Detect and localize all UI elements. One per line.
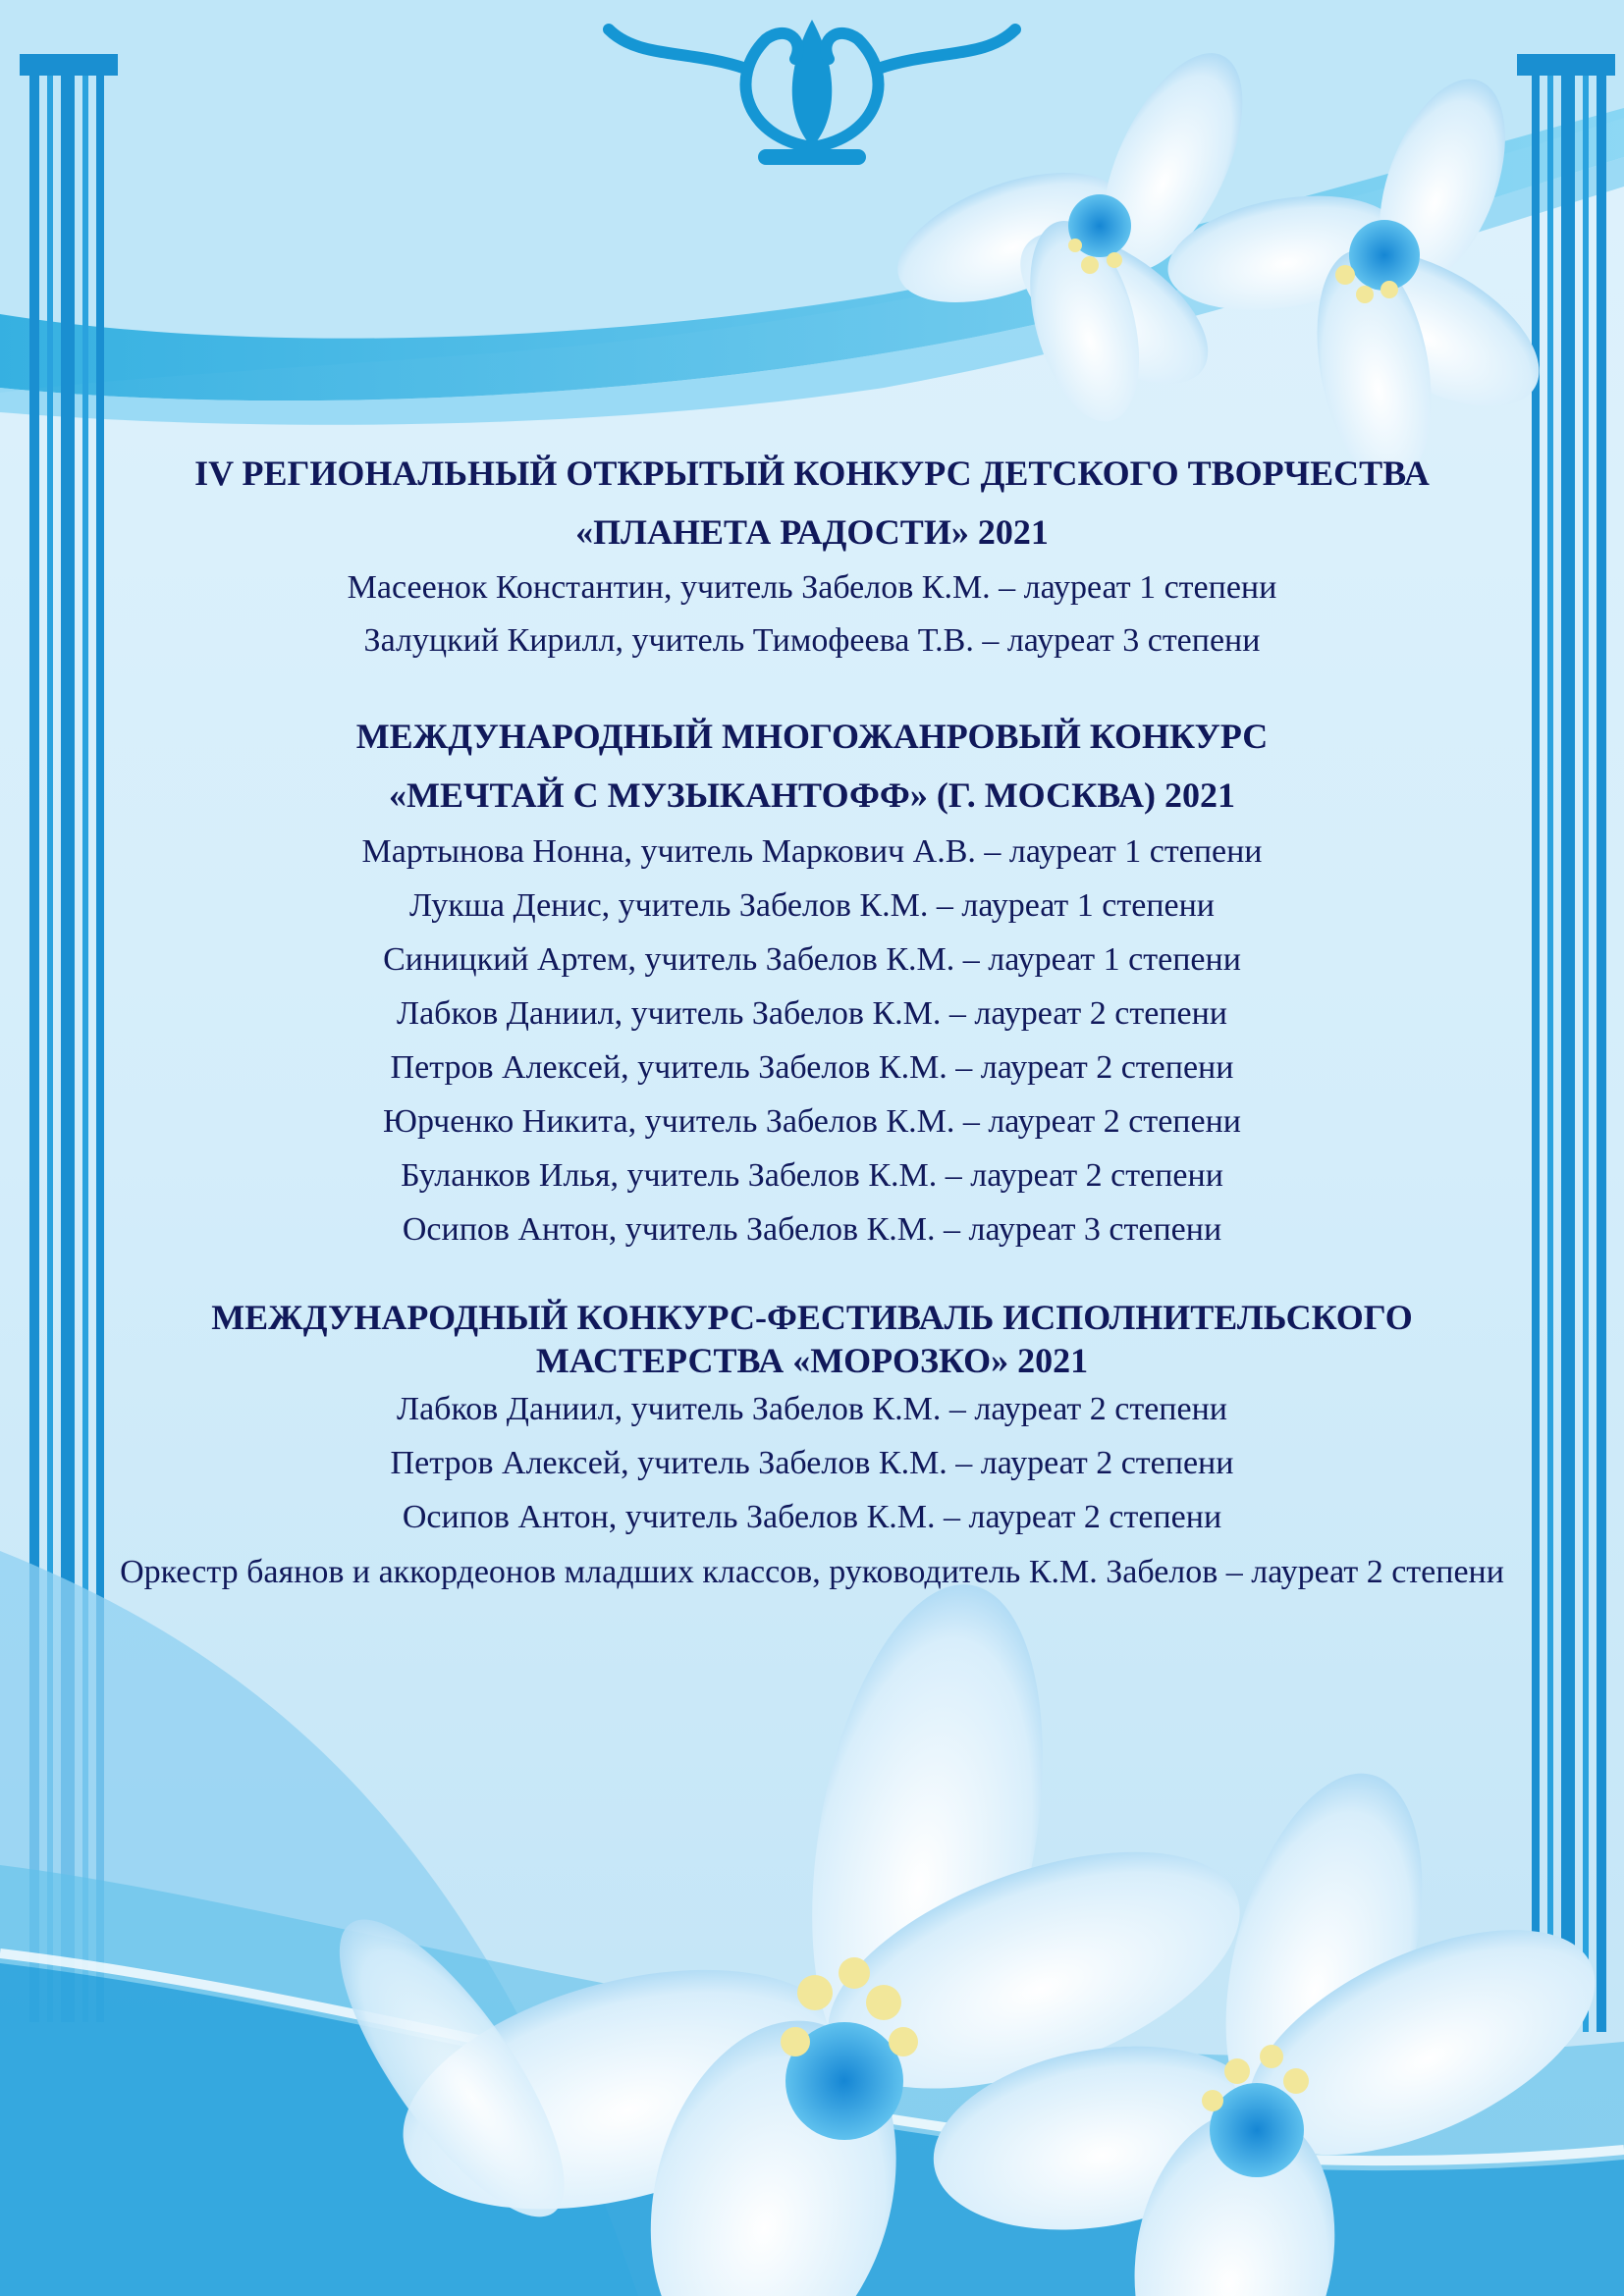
laureate-entry: Юрченко Никита, учитель Забелов К.М. – лауреат 2 степени xyxy=(383,1103,1241,1140)
contest-title-line: IV РЕГИОНАЛЬНЫЙ ОТКРЫТЫЙ КОНКУРС ДЕТСКОГО ТВОРЧЕСТВА xyxy=(194,454,1430,493)
laureate-entry: Лабков Даниил, учитель Забелов К.М. – лауреат 2 степени xyxy=(397,1391,1227,1427)
contest-title-line: МАСТЕРСТВА «МОРОЗКО» 2021 xyxy=(535,1341,1089,1380)
laureate-entry: Синицкий Артем, учитель Забелов К.М. – лауреат 1 степени xyxy=(383,941,1241,978)
laureate-entry: Петров Алексей, учитель Забелов К.М. – лауреат 2 степени xyxy=(390,1445,1234,1481)
contest-section xyxy=(118,444,1506,667)
laureate-entry: Залуцкий Кирилл, учитель Тимофеева Т.В. – лауреат 3 степени xyxy=(363,622,1261,659)
laureate-entry: Петров Алексей, учитель Забелов К.М. – лауреат 2 степени xyxy=(390,1049,1234,1086)
contest-title xyxy=(118,1296,1506,1382)
contest-title-line: «МЕЧТАЙ С МУЗЫКАНТОФФ» (Г. МОСКВА) 2021 xyxy=(389,775,1235,815)
laureate-entry: Лабков Даниил, учитель Забелов К.М. – лауреат 2 степени xyxy=(397,995,1227,1032)
contest-title-line: МЕЖДУНАРОДНЫЙ МНОГОЖАНРОВЫЙ КОНКУРС xyxy=(355,717,1269,756)
laureate-entry: Оркестр баянов и аккордеонов младших классов, руководитель К.М. Забелов – лауреат 2 степени xyxy=(120,1554,1504,1590)
contest-title-line: «ПЛАНЕТА РАДОСТИ» 2021 xyxy=(575,512,1049,552)
laureate-entry: Лукша Денис, учитель Забелов К.М. – лауреат 1 степени xyxy=(408,887,1216,924)
awards-list xyxy=(118,444,1506,1591)
laureate-entry: Масеенок Константин, учитель Забелов К.М. – лауреат 1 степени xyxy=(347,569,1277,606)
laureate-entry: Мартынова Нонна, учитель Маркович А.В. – лауреат 1 степени xyxy=(361,833,1263,870)
contest-title-line: МЕЖДУНАРОДНЫЙ КОНКУРС-ФЕСТИВАЛЬ ИСПОЛНИТЕЛЬСКОГО xyxy=(211,1298,1413,1337)
contest-section xyxy=(118,707,1506,1256)
laureate-entry: Буланков Илья, учитель Забелов К.М. – лауреат 2 степени xyxy=(401,1157,1223,1194)
contest-title xyxy=(118,444,1506,561)
contest-title xyxy=(118,707,1506,825)
laureate-entry: Осипов Антон, учитель Забелов К.М. – лауреат 3 степени xyxy=(402,1211,1222,1248)
contest-section xyxy=(118,1296,1506,1591)
laureate-entry: Осипов Антон, учитель Забелов К.М. – лауреат 2 степени xyxy=(402,1499,1222,1535)
